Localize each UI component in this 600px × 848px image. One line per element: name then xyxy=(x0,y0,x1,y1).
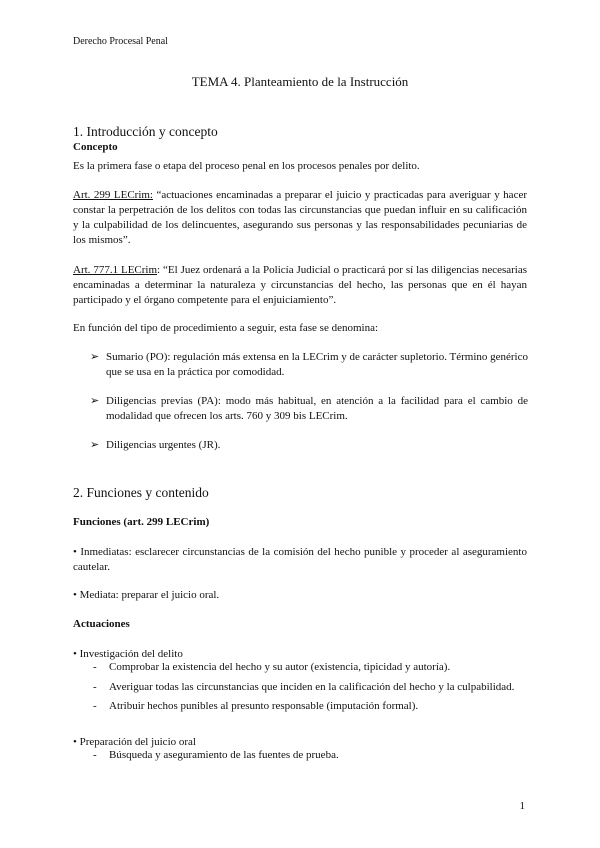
dash-bullet-icon: - xyxy=(93,700,97,712)
arrow-bullet-icon: ➢ xyxy=(90,395,100,407)
actuaciones-heading: Actuaciones xyxy=(73,618,130,630)
dash-bullet-icon: - xyxy=(93,661,97,673)
list-item-diligencias-urgentes: Diligencias urgentes (JR). xyxy=(106,439,221,451)
list-item-sumario: Sumario (PO): regulación más extensa en la LECrim y de carácter supletorio. Término genérico que se usa en la práctica por comodidad. xyxy=(106,351,528,378)
arrow-bullet-icon: ➢ xyxy=(90,439,100,451)
page-title: TEMA 4. Planteamiento de la Instrucción xyxy=(191,74,409,89)
funcion-inmediatas: • Inmediatas: esclarecer circunstancias de la comisión del hecho punible y proceder al aseguramiento cautelar. xyxy=(73,546,527,573)
preparacion-item: Búsqueda y aseguramiento de las fuentes de prueba. xyxy=(109,749,339,761)
concepto-subheading: Concepto xyxy=(73,141,118,153)
art-299-ref: Art. 299 LECrim: xyxy=(73,189,153,201)
section-2-heading: 2. Funciones y contenido xyxy=(73,485,209,500)
dash-bullet-icon: - xyxy=(93,681,97,693)
art-299-paragraph xyxy=(73,188,527,248)
section-1-heading: 1. Introducción y concepto xyxy=(73,124,218,139)
arrow-bullet-icon: ➢ xyxy=(90,351,100,363)
list-item-diligencias-previas: Diligencias previas (PA): modo más habitual, en atención a la facilidad para el cambio de modalidad que ofrecen los arts. 760 y 309 bis LECrim. xyxy=(106,395,528,422)
investigacion-label: • Investigación del delito xyxy=(73,648,183,660)
art-777-paragraph xyxy=(73,263,527,308)
page-number: 1 xyxy=(519,800,525,812)
preparacion-label: • Preparación del juicio oral xyxy=(73,736,196,748)
running-header: Derecho Procesal Penal xyxy=(73,36,168,47)
denomina-intro: En función del tipo de procedimiento a seguir, esta fase se denomina: xyxy=(73,322,379,334)
art-777-ref: Art. 777.1 LECrim xyxy=(73,264,158,276)
investigacion-item: Comprobar la existencia del hecho y su autor (existencia, tipicidad y autoría). xyxy=(109,661,451,673)
funcion-mediata: • Mediata: preparar el juicio oral. xyxy=(73,589,220,601)
funciones-heading: Funciones (art. 299 LECrim) xyxy=(73,516,210,528)
art-777-text: : “El Juez ordenará a la Policía Judicial o practicará por sí las diligencias necesarias encaminadas a determinar la naturaleza y circunstancias del hecho, las personas que en él hayan participado y el órgano competente para el enjuiciamiento”. xyxy=(73,264,528,306)
investigacion-item: Averiguar todas las circunstancias que inciden en la calificación del hecho y la culpabilidad. xyxy=(109,681,515,693)
art-299-text: “actuaciones encaminadas a preparar el juicio y practicadas para averiguar y hacer constar la perpetración de los delitos con todas las circunstancias que puedan influir en su calificación y la culpabilidad de los delincuentes, asegurando sus personas y las responsabilidades pecuniarias de los mismos”. xyxy=(73,189,527,246)
dash-bullet-icon: - xyxy=(93,749,97,761)
investigacion-item: Atribuir hechos punibles al presunto responsable (imputación formal). xyxy=(109,700,419,712)
definition-text: Es la primera fase o etapa del proceso penal en los procesos penales por delito. xyxy=(73,160,420,172)
